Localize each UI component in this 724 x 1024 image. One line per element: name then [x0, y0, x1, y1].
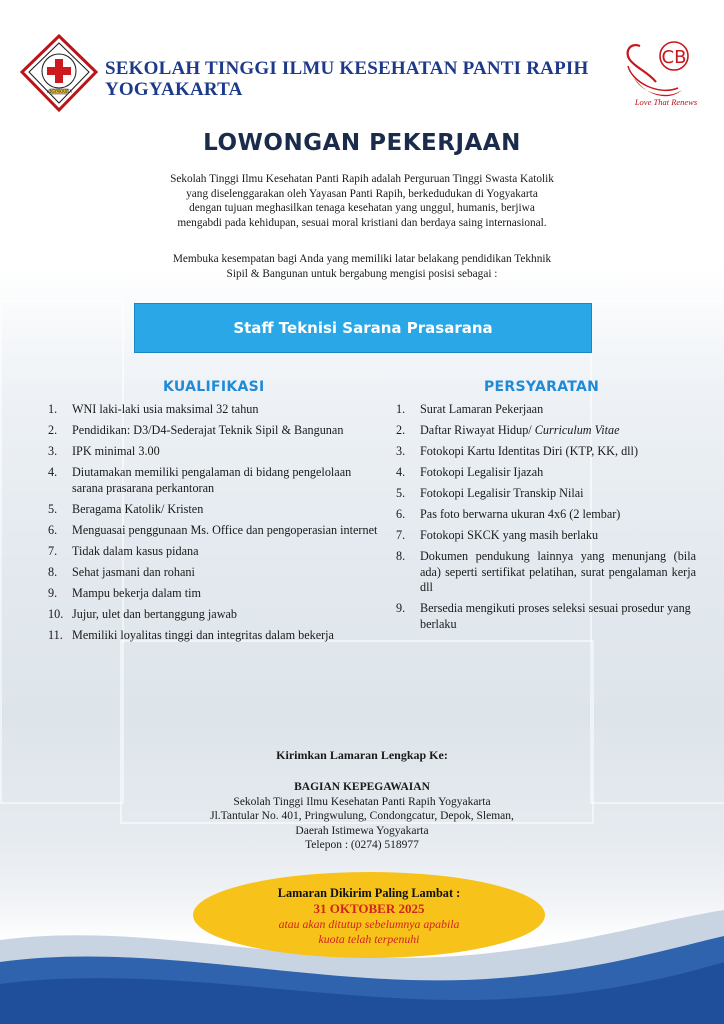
deadline-date: 31 OKTOBER 2025 [313, 901, 425, 916]
page-title: LOWONGAN PEKERJAAN [203, 130, 521, 156]
school-name-line2: YOGYAKARTA [105, 79, 243, 100]
school-seal-logo [20, 34, 98, 112]
list-item: 5. Beragama Katolik/ Kristen [48, 501, 204, 516]
header [0, 0, 724, 120]
send-address [0, 780, 724, 853]
list-item: 6. Pas foto berwarna ukuran 4x6 (2 lembar) [396, 507, 621, 521]
school-name [105, 58, 588, 100]
list-item: 8. Sehat jasmani dan rohani [48, 564, 195, 579]
deadline-note: atau akan ditutup sebelumnya apabila [278, 917, 460, 931]
intro-line: Sipil & Bangunan untuk bergabung mengisi posisi sebagai : [226, 267, 498, 280]
intro-line: Membuka kesempatan bagi Anda yang memiliki latar belakang pendidikan Tekhnik [172, 253, 552, 265]
seal-ribbon-text: YOGYAKARTA [46, 89, 72, 94]
intro-line: Sekolah Tinggi Ilmu Kesehatan Panti Rapih adalah Perguruan Tinggi Swasta Katolik [170, 173, 554, 185]
list-item: 2. Daftar Riwayat Hidup/ Curriculum Vitae [396, 423, 620, 437]
intro-paragraph [130, 172, 594, 230]
list-item: 9. Bersedia mengikuti proses seleksi sesuai prosedur yang berlaku [396, 601, 691, 631]
list-item: 5. Fotokopi Legalisir Transkip Nilai [396, 486, 584, 500]
persyaratan-list [396, 402, 696, 638]
list-item: 10. Jujur, ulet dan bertanggung jawab [48, 606, 238, 621]
phone-line: Telepon : (0274) 518977 [305, 839, 419, 852]
list-item: 2. Pendidikan: D3/D4-Sederajat Teknik Sipil & Bangunan [48, 423, 344, 437]
school-name-line1: SEKOLAH TINGGI ILMU KESEHATAN PANTI RAPIH [105, 58, 589, 79]
cb-logo-text: CB [661, 47, 687, 68]
intro-line: mengabdi pada kehidupan, sesuai moral kristiani dan berdaya saing internasional. [177, 216, 547, 229]
list-item: 1. WNI laki-laki usia maksimal 32 tahun [48, 402, 259, 416]
list-item: 6. Menguasai penggunaan Ms. Office dan pengoperasian internet [48, 522, 378, 537]
send-heading: Kirimkan Lamaran Lengkap Ke: [276, 748, 448, 762]
list-item: 8. Dokumen pendukung lainnya yang menunjang (bila ada) seperti sertifikat pelatihan, surat pengalaman kerja dll [396, 549, 696, 594]
intro-line: yang diselenggarakan oleh Yayasan Panti Rapih, berkedudukan di Yogyakarta [186, 187, 538, 200]
list-item: 3. IPK minimal 3.00 [48, 444, 160, 458]
list-item: 4. Diutamakan memiliki pengalaman di bidang pengelolaan sarana prasarana perkantoran [48, 465, 352, 495]
kualifikasi-list [48, 402, 380, 649]
persyaratan-heading: PERSYARATAN [484, 379, 600, 395]
cb-tagline: Love That Renews [634, 97, 698, 107]
list-item: 1. Surat Lamaran Pekerjaan [396, 402, 544, 416]
list-item: 3. Fotokopi Kartu Identitas Diri (KTP, KK, dll) [396, 444, 638, 458]
intro-paragraph-2 [130, 252, 594, 281]
deadline-text [193, 885, 545, 946]
deadline-label: Lamaran Dikirim Paling Lambat : [277, 886, 461, 900]
position-title: Staff Teknisi Sarana Prasarana [233, 319, 493, 337]
intro-line: dengan tujuan meghasilkan tenaga kesehatan yang unggul, humanis, berjiwa [189, 202, 535, 215]
kualifikasi-heading: KUALIFIKASI [163, 379, 265, 395]
deadline-note: kuota telah terpenuhi [318, 931, 420, 946]
department-name: BAGIAN KEPEGAWAIAN [294, 781, 430, 793]
address-line: Jl.Tantular No. 401, Pringwulung, Condongcatur, Depok, Sleman, [210, 810, 514, 823]
list-item: 11. Memiliki loyalitas tinggi dan integritas dalam bekerja [48, 627, 334, 642]
list-item: 4. Fotokopi Legalisir Ijazah [396, 465, 544, 479]
address-line: Daerah Istimewa Yogyakarta [295, 824, 429, 837]
position-title-box [134, 303, 592, 353]
list-item: 7. Tidak dalam kasus pidana [48, 543, 199, 558]
address-line: Sekolah Tinggi Ilmu Kesehatan Panti Rapih Yogyakarta [233, 795, 491, 808]
list-item: 7. Fotokopi SKCK yang masih berlaku [396, 528, 599, 542]
list-item: 9. Mampu bekerja dalam tim [48, 585, 201, 600]
